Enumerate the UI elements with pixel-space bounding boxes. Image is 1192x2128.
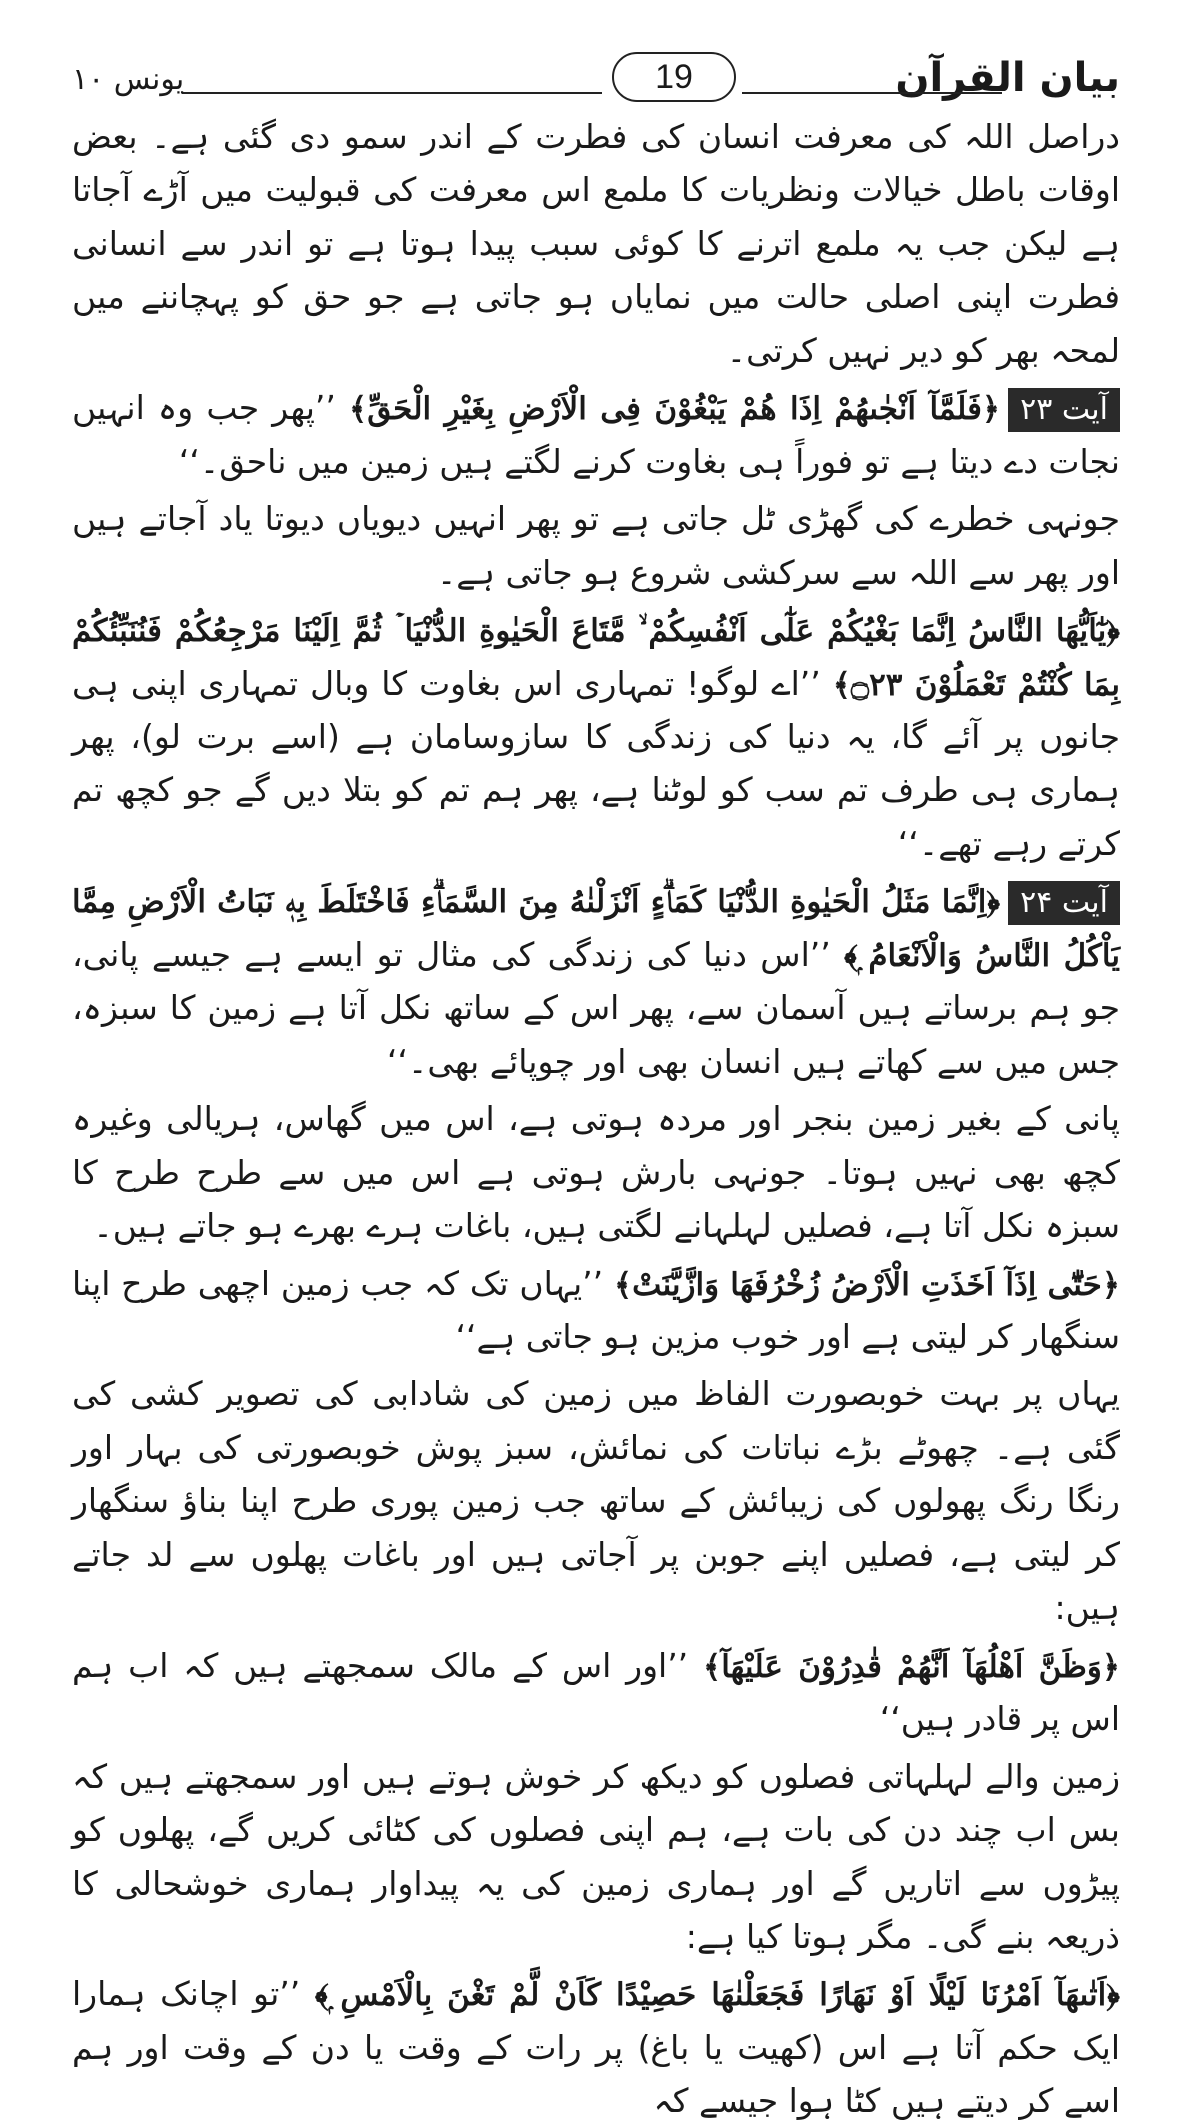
arabic-verse: ﴿حَتّٰٓى اِذَآ اَخَذَتِ الْاَرْضُ زُخْرُفَهَا وَازَّيَّنَتْ﴾ xyxy=(613,1266,1120,1303)
paragraph xyxy=(72,1092,1120,1252)
book-title: بیان القرآن xyxy=(895,55,1120,101)
arabic-verse: ﴿وَظَنَّ اَهْلُهَآ اَنَّهُمْ قٰدِرُوْنَ عَلَيْهَآ﴾ xyxy=(703,1648,1120,1685)
page-body xyxy=(72,110,1120,2128)
verse-paragraph xyxy=(72,1639,1120,1746)
arabic-verse: ﴿اِنَّمَا مَثَلُ الْحَيٰوةِ الدُّنْيَا كَمَاۗءٍ اَنْزَلْنٰهُ مِنَ السَّمَاۗءِ فَاخْتَلَطَ بِهٖ نَبَاتُ الْاَرْضِ مِمَّا يَاْكُلُ النَّاسُ وَالْاَنْعَامُ ۭ﴾ xyxy=(72,884,1120,974)
page-header xyxy=(72,0,1120,110)
arabic-verse: ﴿اَتٰىهَآ اَمْرُنَا لَيْلًا اَوْ نَهَارًا فَجَعَلْنٰهَا حَصِيْدًا كَاَنْ لَّمْ تَغْنَ بِالْاَمْسِ ۭ﴾ xyxy=(314,1977,1120,2014)
header-rule-left xyxy=(182,92,602,94)
translation-text: ’’یہاں تک کہ جب زمین اچھی طرح اپنا سنگھار کر لیتی ہے اور خوب مزین ہو جاتی ہے‘‘ xyxy=(72,1263,1120,1356)
translation-text: ’’اے لوگو! تمہاری اس بغاوت کا وبال تمہاری اپنی ہی جانوں پر آئے گا، یہ دنیا کی زندگی کا سازوسامان ہے (اسے برت لو)، پھر ہماری ہی طرف تم سب کو لوٹنا ہے، پھر ہم تم کو بتلا دیں گے جو کچھ تم کرتے رہے تھے۔‘‘ xyxy=(72,663,1120,863)
paragraph-text: زمین والے لہلہاتی فصلوں کو دیکھ کر خوش ہوتے ہیں اور سمجھتے ہیں کہ بس اب چند دن کی بات ہے، ہم اپنی فصلوں کی کٹائی کریں گے، پھلوں کو پیڑوں سے اتاریں گے اور ہماری زمین کی یہ پیداوار ہماری خوشحالی کا ذریعہ بنے گی۔ مگر ہوتا کیا ہے: xyxy=(72,1756,1120,1956)
aya-label: آیت ۲۳ xyxy=(1008,388,1120,432)
translation-text: ’’تو اچانک ہمارا ایک حکم آتا ہے اس (کھیت یا باغ) پر رات کے وقت یا دن کے وقت اور ہم اسے کر دیتے ہیں کٹا ہوا جیسے کہ xyxy=(72,1974,1120,2121)
translation-text: ’’اور اس کے مالک سمجھتے ہیں کہ اب ہم اس پر قادر ہیں‘‘ xyxy=(72,1645,1120,1739)
arabic-verse: ﴿فَلَمَّآ اَنْجٰىهُمْ اِذَا هُمْ يَبْغُوْنَ فِى الْاَرْضِ بِغَيْرِ الْحَقِّ﴾ xyxy=(349,391,1001,428)
paragraph xyxy=(72,110,1120,377)
translation-text: ’’پھر جب وہ انہیں نجات دے دیتا ہے تو فوراً ہی بغاوت کرنے لگتے ہیں زمین میں ناحق۔‘‘ xyxy=(72,388,1120,481)
paragraph xyxy=(72,492,1120,599)
aya-paragraph xyxy=(72,874,1120,1088)
aya-paragraph xyxy=(72,381,1120,488)
paragraph-text: جونہی خطرے کی گھڑی ٹل جاتی ہے تو پھر انہیں دیویاں دیوتا یاد آجاتے ہیں اور پھر سے اللہ سے سرکشی شروع ہو جاتی ہے۔ xyxy=(72,499,1120,592)
aya-label: آیت ۲۴ xyxy=(1008,881,1120,925)
arabic-verse: ﴿يٰٓاَيُّهَا النَّاسُ اِنَّمَا بَغْيُكُمْ عَلٰٓى اَنْفُسِكُمْ ۙ مَّتَاعَ الْحَيٰوةِ الدُّنْيَا ۡ ثُمَّ اِلَيْنَا مَرْجِعُكُمْ فَنُنَبِّئُكُمْ بِمَا كُنْتُمْ تَعْمَلُوْنَ ۝۲۳﴾ xyxy=(72,613,1120,703)
paragraph-text: یہاں پر بہت خوبصورت الفاظ میں زمین کی شادابی کی تصویر کشی کی گئی ہے۔ چھوٹے بڑے نباتات کی نمائش، سبز پوش خوبصورتی کی بہار اور رنگا رنگ پھولوں کی زیبائش کے ساتھ جب زمین پوری طرح اپنا بناؤ سنگھار کر لیتی ہے، فصلیں اپنے جوبن پر آجاتی ہیں اور باغات پھلوں سے لد جاتے ہیں: xyxy=(72,1374,1120,1628)
surah-name: یونس ۱۰ xyxy=(72,62,185,97)
paragraph-text: پانی کے بغیر زمین بنجر اور مردہ ہوتی ہے، اس میں گھاس، ہریالی وغیرہ کچھ بھی نہیں ہوتا۔ جونہی بارش ہوتی ہے اس میں سے طرح طرح کا سبزہ نکل آتا ہے، فصلیں لہلہانے لگتی ہیں، باغات ہرے بھرے ہو جاتے ہیں۔ xyxy=(72,1099,1120,1246)
page-number: 19 xyxy=(612,52,736,102)
paragraph xyxy=(72,1367,1120,1634)
header-rule-right xyxy=(742,92,1002,94)
verse-paragraph xyxy=(72,1967,1120,2127)
paragraph xyxy=(72,1750,1120,1964)
translation-text: ’’اس دنیا کی زندگی کی مثال تو ایسے ہے جیسے پانی، جو ہم برساتے ہیں آسمان سے، پھر اس کے ساتھ نکل آتا ہے زمین کا سبزہ، جس میں سے کھاتے ہیں انسان بھی اور چوپائے بھی۔‘‘ xyxy=(72,934,1120,1081)
verse-paragraph xyxy=(72,603,1120,870)
verse-paragraph xyxy=(72,1257,1120,1364)
paragraph-text: دراصل اللہ کی معرفت انسان کی فطرت کے اندر سمو دی گئی ہے۔ بعض اوقات باطل خیالات ونظریات کا ملمع اس معرفت کی قبولیت میں آڑے آجاتا ہے لیکن جب یہ ملمع اترنے کا کوئی سبب پیدا ہوتا ہے تو اندر سے انسانی فطرت اپنی اصلی حالت میں نمایاں ہو جاتی ہے جو حق کو پہچاننے میں لمحہ بھر کو دیر نہیں کرتی۔ xyxy=(72,117,1120,370)
